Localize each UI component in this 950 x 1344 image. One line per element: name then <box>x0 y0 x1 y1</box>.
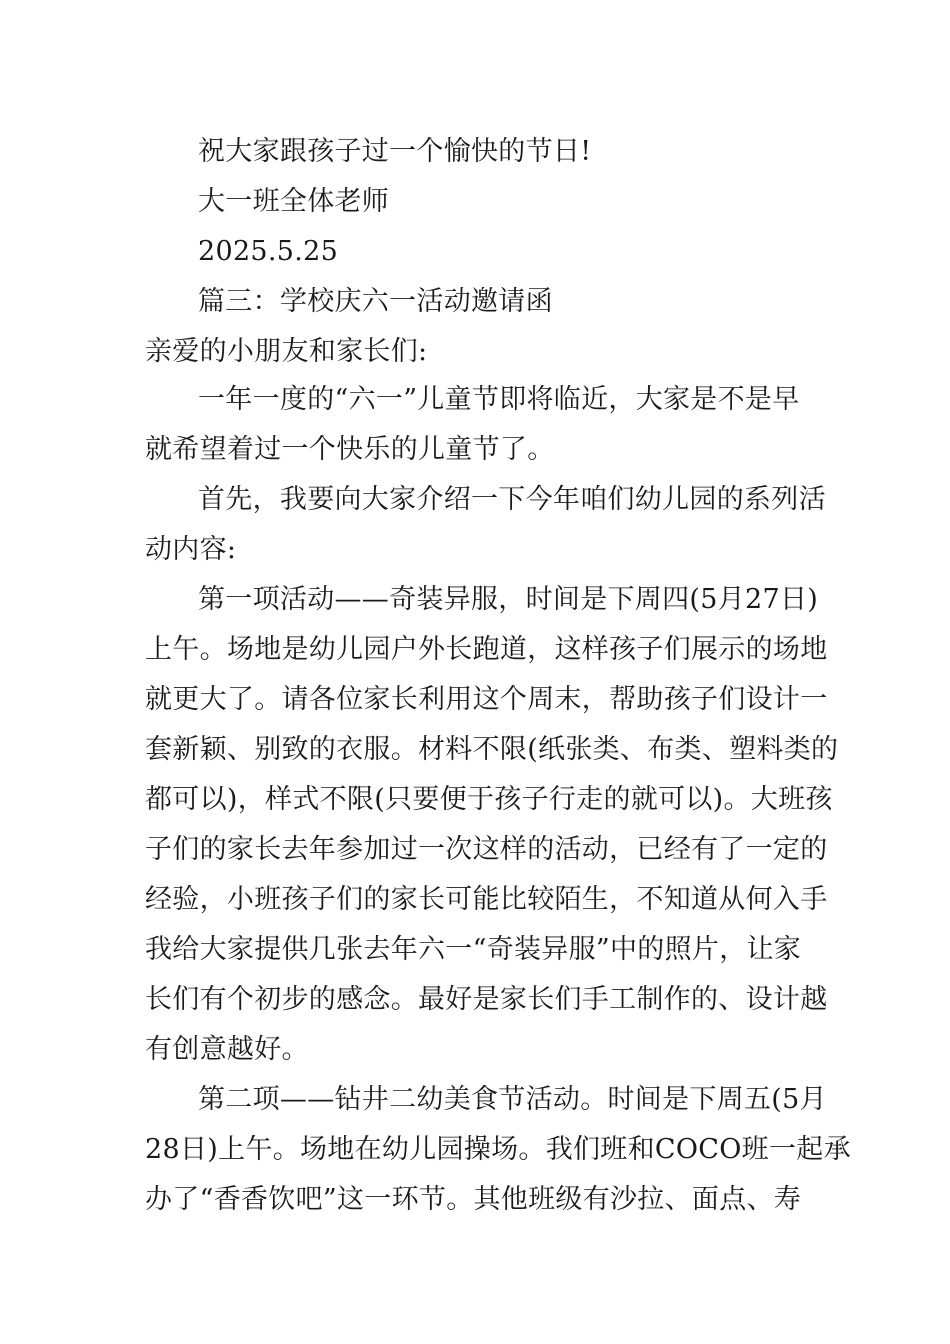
paragraph-line: 办了“香香饮吧”这一环节。其他班级有沙拉、面点、寿 <box>145 1184 802 1215</box>
paragraph-line: 就希望着过一个快乐的儿童节了。 <box>145 434 555 465</box>
section-title: 篇三：学校庆六一活动邀请函 <box>198 286 553 317</box>
paragraph-line: 动内容: <box>145 534 237 565</box>
paragraph-line: 一年一度的“六一”儿童节即将临近，大家是不是早 <box>198 384 800 415</box>
paragraph-line: 第一项活动——奇装异服，时间是下周四(5月27日) <box>198 584 819 615</box>
paragraph-line: 套新颖、别致的衣服。材料不限(纸张类、布类、塑料类的 <box>145 734 839 765</box>
paragraph-line: 上午。场地是幼儿园户外长跑道，这样孩子们展示的场地 <box>145 634 828 665</box>
date: 2025.5.25 <box>198 236 339 267</box>
paragraph-line: 有创意越好。 <box>145 1034 309 1065</box>
paragraph-line: 我给大家提供几张去年六一“奇装异服”中的照片，让家 <box>145 934 802 965</box>
paragraph-line: 长们有个初步的感念。最好是家长们手工制作的、设计越 <box>145 984 828 1015</box>
closing-wish: 祝大家跟孩子过一个愉快的节日! <box>198 136 592 167</box>
signature: 大一班全体老师 <box>198 186 390 217</box>
paragraph-line: 28日)上午。场地在幼儿园操场。我们班和COCO班一起承 <box>145 1134 851 1165</box>
paragraph-line: 都可以)，样式不限(只要便于孩子行走的就可以)。大班孩 <box>145 784 833 815</box>
paragraph-line: 第二项——钻井二幼美食节活动。时间是下周五(5月 <box>198 1084 827 1115</box>
paragraph-line: 首先，我要向大家介绍一下今年咱们幼儿园的系列活 <box>198 484 826 515</box>
paragraph-line: 子们的家长去年参加过一次这样的活动，已经有了一定的 <box>145 834 828 865</box>
paragraph-line: 经验，小班孩子们的家长可能比较陌生，不知道从何入手 <box>145 884 828 915</box>
paragraph-line: 就更大了。请各位家长利用这个周末，帮助孩子们设计一 <box>145 684 828 715</box>
salutation: 亲爱的小朋友和家长们: <box>145 336 428 367</box>
